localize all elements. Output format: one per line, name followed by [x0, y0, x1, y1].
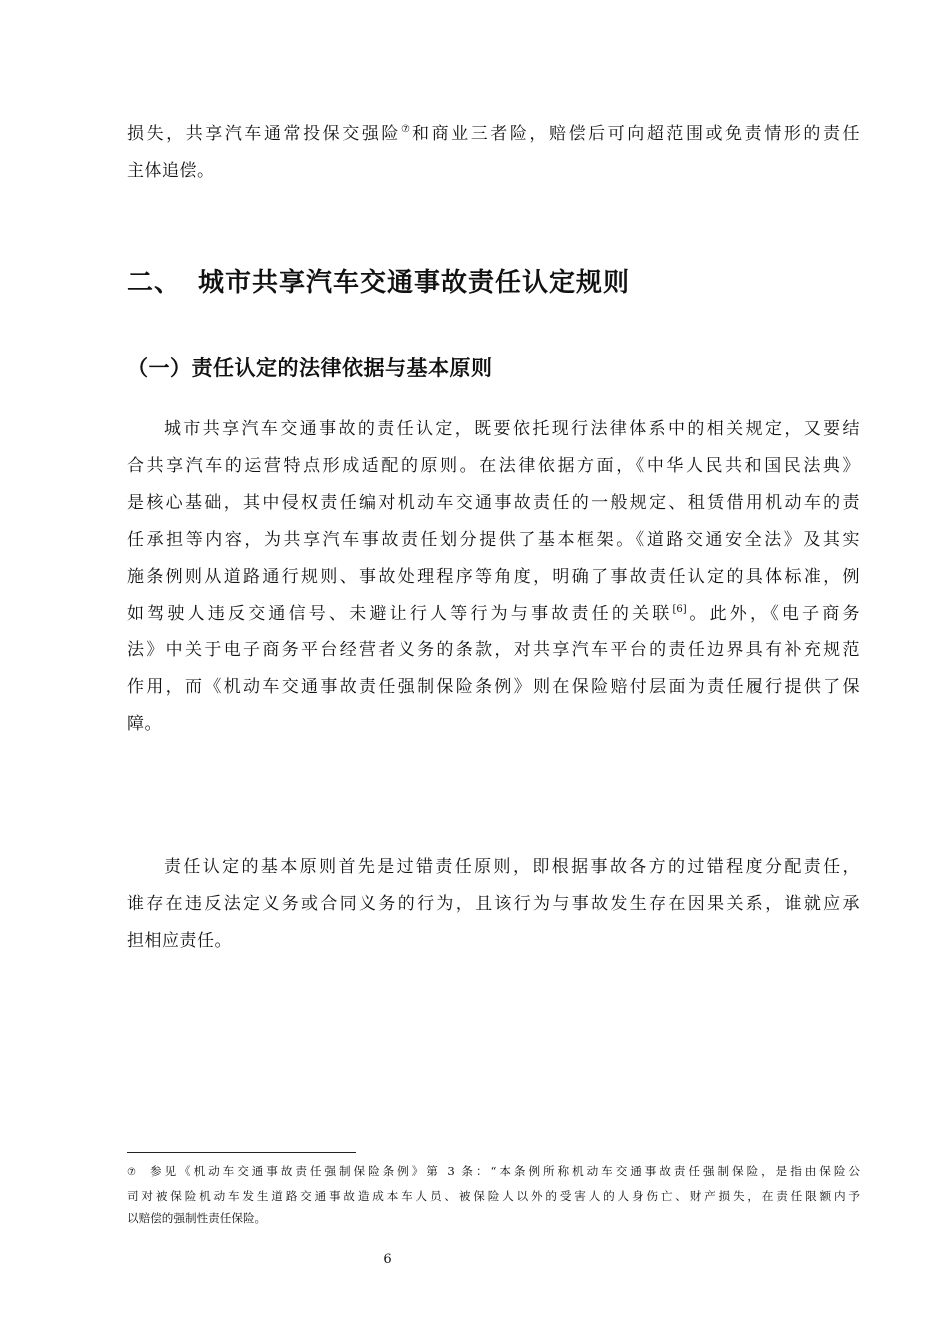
text-line: 城市共享汽车交通事故的责任认定，既要依托现行法律体系中的相关规定，又要结	[164, 419, 860, 439]
footnote-line: 以赔偿的强制性责任保险。	[127, 1211, 267, 1225]
text-line: 是核心基础，其中侵权责任编对机动车交通事故责任的一般规定、租赁借用机动车的责	[127, 492, 860, 513]
text-line: 作用，而《机动车交通事故责任强制保险条例》则在保险赔付层面为责任履行提供了保	[127, 677, 860, 698]
text-line: 任承担等内容，为共享汽车事故责任划分提供了基本框架。《道路交通安全法》及其实	[127, 529, 860, 550]
text-line: 损失，共享汽车通常投保交强险⑦和商业三者险，赔偿后可向超范围或免责情形的责任	[127, 124, 861, 144]
footnote-divider	[127, 1152, 356, 1153]
text-line: 主体追偿。	[127, 160, 215, 181]
footnote-mark: ⑦	[127, 1167, 136, 1178]
text-line: 担相应责任。	[127, 930, 232, 951]
text-line: 责任认定的基本原则首先是过错责任原则，即根据事故各方的过错程度分配责任，	[164, 857, 860, 877]
footnote-line: 司对被保险机动车发生道路交通事故造成本车人员、被保险人以外的受害人的人身伤亡、财产损失，在责任限额内予	[127, 1188, 860, 1203]
section-number: 二、	[127, 268, 182, 298]
section-heading	[127, 262, 630, 299]
section-title: 城市共享汽车交通事故责任认定规则	[198, 268, 631, 298]
citation-reference[interactable]: [6]	[672, 603, 687, 615]
text-line: 法》中关于电子商务平台经营者义务的条款，对共享汽车平台的责任边界具有补充规范	[127, 640, 860, 661]
text-line: 如驾驶人违反交通信号、未避让行人等行为与事故责任的关联[6]。此外，《电子商务	[127, 603, 861, 624]
paragraph-basic-principle	[127, 849, 860, 960]
footnote-reference[interactable]: ⑦	[400, 124, 413, 135]
text-line: 合共享汽车的运营特点形成适配的原则。在法律依据方面，《中华人民共和国民法典》	[127, 455, 860, 476]
text-line: 障。	[127, 714, 162, 735]
paragraph-legal-basis	[127, 411, 860, 743]
text-line: 施条例则从道路通行规则、事故处理程序等角度，明确了事故责任认定的具体标准，例	[127, 566, 860, 587]
footnote-line: ⑦ 参见《机动车交通事故责任强制保险条例》第 3 条：“本条例所称机动车交通事故责任强制保险，是指由保险公	[127, 1160, 860, 1185]
text-line: 谁存在违反法定义务或合同义务的行为，且该行为与事故发生存在因果关系，谁就应承	[127, 893, 860, 914]
footnote	[127, 1160, 860, 1230]
continuation-paragraph	[127, 116, 860, 190]
page-number: 6	[383, 1252, 392, 1267]
subsection-heading: （一）责任认定的法律依据与基本原则	[127, 356, 493, 380]
